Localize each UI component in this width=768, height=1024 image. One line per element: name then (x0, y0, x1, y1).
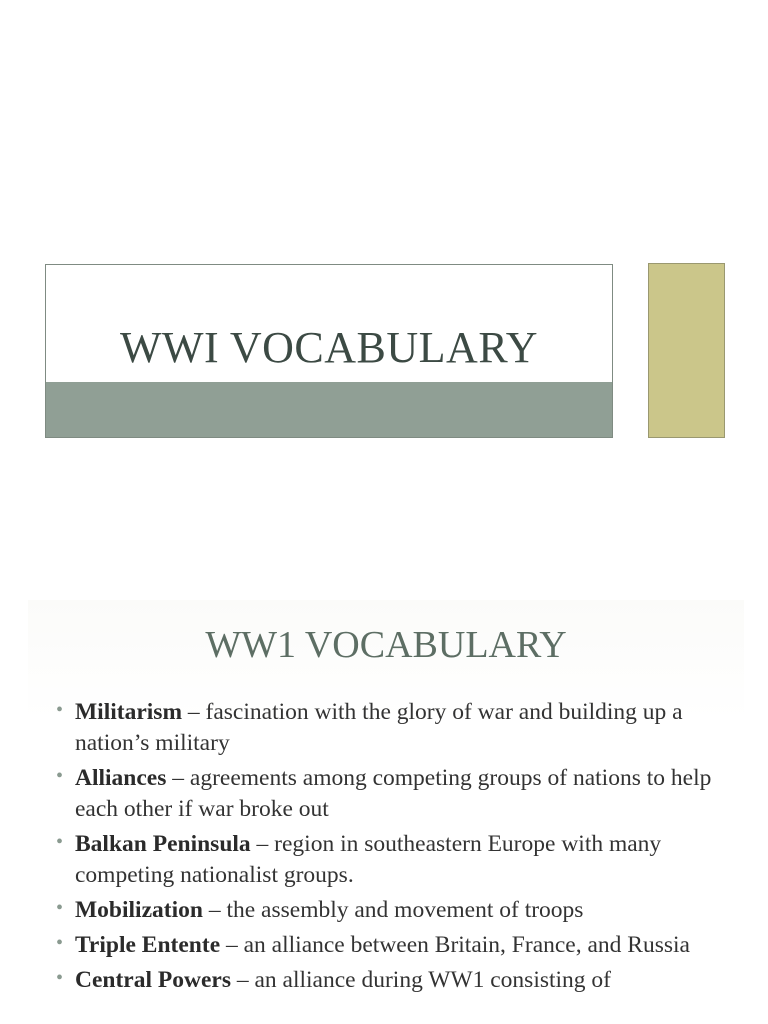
vocab-definition: – agreements among competing groups of nations to help each other if war broke out (75, 765, 712, 822)
title-box (45, 264, 613, 438)
vocab-term: Mobilization (75, 897, 203, 923)
bullet-dot-icon: • (56, 897, 64, 919)
list-item (56, 829, 736, 891)
vocab-definition: – an alliance during WW1 consisting of (230, 967, 612, 993)
list-item (56, 965, 736, 996)
bullet-dot-icon: • (56, 932, 64, 954)
slide-title: WWI VOCABULARY (119, 323, 539, 372)
vocab-definition: – region in southeastern Europe with many competing nationalist groups. (75, 831, 662, 888)
vocab-definition: – fascination with the glory of war and building up a nation’s military (75, 699, 683, 756)
bullet-dot-icon: • (56, 967, 64, 989)
vocab-term: Central Powers (75, 967, 231, 993)
accent-box (648, 263, 725, 438)
vocabulary-list (56, 697, 736, 1000)
list-item (56, 763, 736, 825)
bullet-dot-icon: • (56, 831, 64, 853)
vocab-term: Balkan Peninsula (75, 831, 251, 857)
bullet-dot-icon: • (56, 699, 64, 721)
vocabulary-slide (28, 600, 744, 1024)
list-item (56, 697, 736, 759)
vocab-term: Triple Entente (75, 932, 221, 958)
vocab-definition: – an alliance between Britain, France, and Russia (220, 932, 690, 958)
vocab-definition: – the assembly and movement of troops (202, 897, 584, 923)
vocab-term: Alliances (75, 765, 167, 791)
slide-heading: WW1 VOCABULARY (205, 624, 567, 666)
list-item (56, 895, 736, 926)
vocab-term: Militarism (75, 699, 183, 725)
bullet-dot-icon: • (56, 765, 64, 787)
list-item (56, 930, 736, 961)
title-band (46, 382, 612, 437)
